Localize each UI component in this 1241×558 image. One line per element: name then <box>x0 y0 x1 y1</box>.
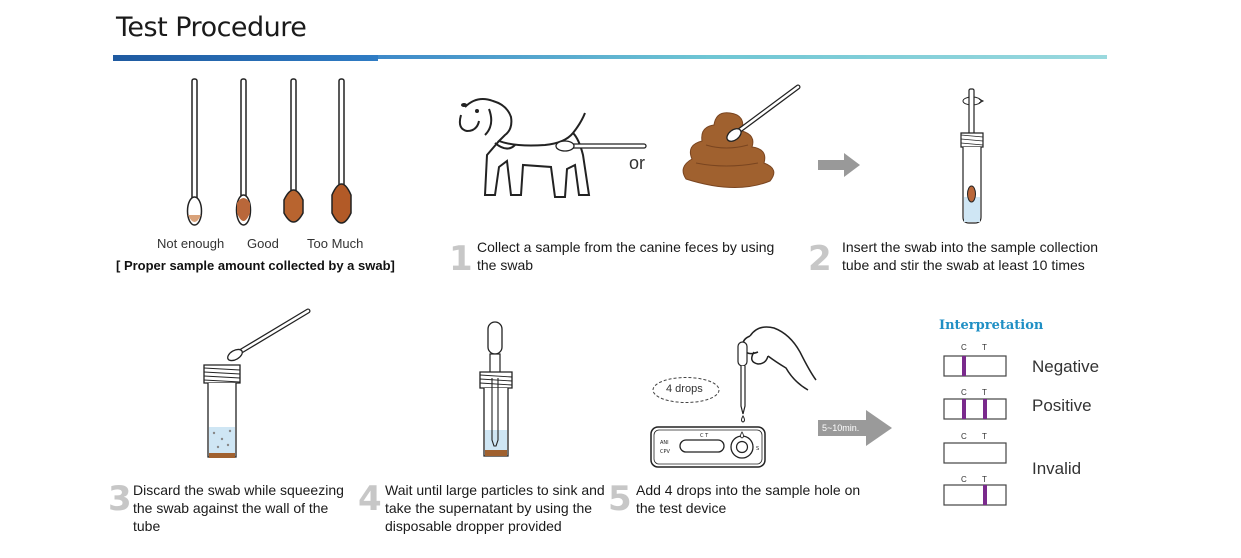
step-1-number: 1 <box>449 239 473 279</box>
page-title: Test Procedure <box>116 12 307 43</box>
svg-text:ANI: ANI <box>660 440 669 446</box>
c-label: C <box>961 432 968 441</box>
or-label: or <box>629 153 646 173</box>
dropper-tube-icon <box>478 320 518 460</box>
svg-text:S: S <box>756 446 760 452</box>
result-invalid-label: Invalid <box>1032 459 1082 478</box>
c-label: C <box>961 475 968 484</box>
t-label: T <box>982 343 988 352</box>
time-label: 5~10min. <box>822 423 860 433</box>
step-5-number: 5 <box>608 479 632 519</box>
result-positive-label: Positive <box>1032 396 1092 415</box>
svg-text:CPV: CPV <box>660 449 670 455</box>
result-strip-invalid-2 <box>943 484 1007 508</box>
svg-text:C T: C T <box>700 433 709 439</box>
swab-too-much-icon <box>284 79 303 222</box>
step-2-text: Insert the swab into the sample collection tube and stir the swab at least 10 times <box>842 239 1099 273</box>
step-4-text: Wait until large particles to sink and take the supernatant by using the disposable dropper provided <box>385 482 605 534</box>
next-arrow-icon <box>818 153 862 177</box>
drops-label: 4 drops <box>666 383 703 395</box>
result-strip-invalid-1 <box>943 442 1007 466</box>
c-label: C <box>961 343 968 352</box>
step-3-text: Discard the swab while squeezing the swab against the wall of the tube <box>133 482 344 534</box>
feces-icon <box>676 83 806 198</box>
swab-guide-illustration <box>180 75 360 230</box>
result-negative-label: Negative <box>1032 357 1100 376</box>
result-strip-negative <box>943 355 1007 379</box>
step-5-text: Add 4 drops into the sample hole on the test device <box>636 482 861 516</box>
hand-dropper-icon <box>730 322 820 422</box>
discard-swab-tube-icon <box>200 305 315 465</box>
t-label: T <box>982 475 988 484</box>
step-2-number: 2 <box>808 239 832 279</box>
swab-label-too-much: Too Much <box>307 236 364 251</box>
step-1-text: Collect a sample from the canine feces by using the swab <box>477 239 775 273</box>
swab-not-enough-icon <box>188 79 202 225</box>
c-label: C <box>961 388 968 397</box>
swab-guide-caption: [ Proper sample amount collected by a swab] <box>116 258 395 273</box>
title-underline-accent <box>113 55 378 61</box>
step-4-number: 4 <box>358 479 382 519</box>
collection-tube-stir-icon <box>955 87 999 227</box>
step-3-number: 3 <box>108 479 132 519</box>
swab-good-icon <box>237 79 251 225</box>
swab-label-not-enough: Not enough <box>157 236 225 251</box>
swab-too-much-2-icon <box>332 79 351 223</box>
interpretation-title: Interpretation <box>939 318 1044 333</box>
swab-label-good: Good <box>247 236 279 251</box>
result-strip-positive <box>943 398 1007 422</box>
test-device-icon <box>650 426 766 468</box>
t-label: T <box>982 388 988 397</box>
t-label: T <box>982 432 988 441</box>
